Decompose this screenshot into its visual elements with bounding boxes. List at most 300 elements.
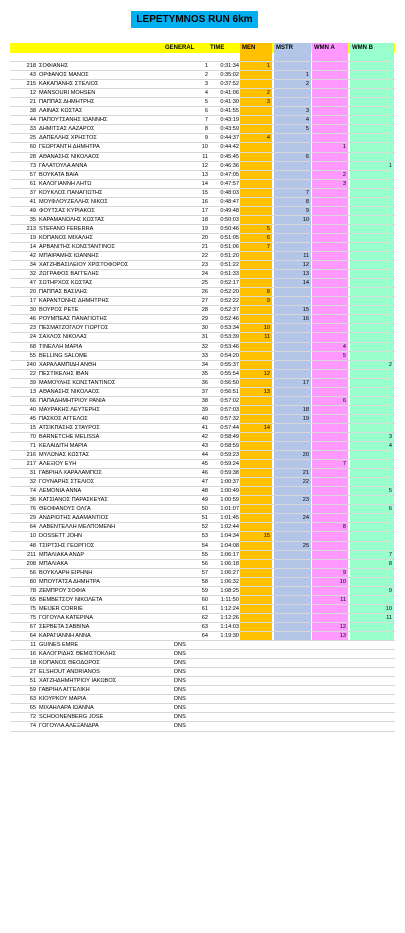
finishers-list [10,62,395,641]
finish-time: 1:06:27 [220,569,239,576]
finish-time: 0:55:37 [220,361,239,368]
mstr-rank: 2 [274,80,311,88]
runner-name: ΣΩΤΗΡΧΟΣ ΚΩΣΤΑΣ [39,280,93,287]
dns-list [10,641,395,731]
wmn-b-rank [350,207,394,215]
men-rank [240,343,272,351]
table-row [10,261,395,270]
wmn-b-rank [350,569,394,577]
runner-name: ΠΑΠΠΑΣ ΔΗΜΗΤΡΗΣ [39,99,95,106]
table-row [10,523,395,532]
wmn-b-rank [350,243,394,251]
bib-number: 32 [29,271,36,278]
runner-name: ΛΕΜΟΝΙΑ ΑΝΝΑ [39,488,82,495]
header-wmn-b: WMN B [350,43,394,53]
finish-time: 1:01:45 [220,515,239,522]
wmn-b-rank: 3 [350,433,394,441]
general-rank: 34 [201,361,208,368]
men-rank [240,306,272,314]
bib-number: 72 [29,714,36,721]
finish-time: 0:44:37 [220,135,239,142]
finish-time: 0:59:24 [220,461,239,468]
bib-number: 64 [29,524,36,531]
runner-name: MEIJER CORRIE [39,605,83,612]
finish-time: 0:54:20 [220,352,239,359]
wmn-a-rank: 6 [312,397,348,405]
dns-row [10,668,395,677]
general-rank: 44 [201,452,208,459]
mstr-rank [274,532,311,540]
wmn-b-rank: 8 [350,560,394,568]
men-rank [240,116,272,124]
mstr-rank: 23 [274,496,311,504]
mstr-rank [274,243,311,251]
runner-name: ΚΕΛΑΙΔΙΤΗ ΜΑΡΙΑ [39,443,88,450]
men-rank [240,143,272,151]
general-rank: 1 [204,63,208,70]
table-row [10,569,395,578]
wmn-a-rank [312,415,348,423]
wmn-b-rank [350,234,394,242]
table-row [10,89,395,98]
table-row [10,605,395,614]
mstr-rank [274,162,311,170]
table-row [10,343,395,352]
wmn-b-rank [350,315,394,323]
general-rank: 4 [204,90,208,97]
wmn-a-rank [312,379,348,387]
wmn-a-rank: 13 [312,632,348,640]
general-rank: 58 [201,578,208,585]
mstr-rank [274,433,311,441]
general-rank: 33 [201,352,208,359]
men-rank: 10 [240,324,272,332]
mstr-rank [274,62,311,70]
general-rank: 12 [201,162,208,169]
table-row [10,189,395,198]
runner-name: ΓΟΓΟΥΛΑ ΚΑΤΕΡΙΝΑ [39,614,93,621]
bib-number: 57 [29,171,36,178]
wmn-b-rank [350,478,394,486]
general-rank: 39 [201,406,208,413]
wmn-b-rank [350,596,394,604]
finish-time: 0:44:42 [220,144,239,151]
wmn-b-rank [350,343,394,351]
wmn-b-rank [350,143,394,151]
wmn-a-rank [312,134,348,142]
men-rank [240,551,272,559]
table-row [10,116,395,125]
dns-row [10,695,395,704]
men-rank [240,261,272,269]
dns-status: DNS [174,696,186,703]
wmn-b-rank [350,451,394,459]
runner-name: ΚΑΚΑΠΑΝΗΣ ΣΤΕΛΙΟΣ [39,81,99,88]
table-row [10,442,395,451]
wmn-b-rank [350,542,394,550]
wmn-b-rank [350,198,394,206]
runner-name: ΛΑΒΕΝΤΕΛΛΗ ΜΕΛΠΟΜΕΝΗ [39,524,116,531]
runner-name: ΠΑΣΚΟΣ ΑΓΓΕΛΟΣ [39,415,88,422]
wmn-b-rank [350,189,394,197]
mstr-rank [274,143,311,151]
finish-time: 0:52:22 [220,298,239,305]
wmn-b-rank [350,496,394,504]
table-row [10,587,395,596]
table-row [10,180,395,189]
runner-name: ΖΩΓΡΑΦΟΣ ΒΑΓΓΕΛΗΣ [39,271,99,278]
men-rank [240,623,272,631]
men-rank: 8 [240,288,272,296]
mstr-rank [274,632,311,640]
mstr-rank [274,225,311,233]
table-row [10,252,395,261]
general-rank: 18 [201,216,208,223]
spacer-row [10,53,395,62]
wmn-b-rank: 5 [350,487,394,495]
general-rank: 23 [201,262,208,269]
wmn-a-rank [312,315,348,323]
header-wmn-a: WMN A [312,43,348,53]
general-rank: 25 [201,280,208,287]
finish-time: 0:52:20 [220,289,239,296]
bib-number: 42 [29,253,36,260]
bib-number: 59 [29,687,36,694]
men-rank [240,451,272,459]
bib-number: 35 [29,216,36,223]
mstr-rank [274,297,311,305]
men-rank [240,505,272,513]
bib-number: 76 [29,506,36,513]
general-rank: 59 [201,587,208,594]
runner-name: ΚΙΟΥΡΚΟΥ ΜΑΡΙΑ [39,696,87,703]
men-rank [240,542,272,550]
finish-time: 0:48:03 [220,189,239,196]
finish-time: 0:58:59 [220,443,239,450]
mstr-rank: 7 [274,189,311,197]
men-rank [240,523,272,531]
wmn-a-rank [312,469,348,477]
runner-name: ΜΟΥΦΛΟΥΖΕΛΛΗΣ ΝΙΚΟΣ [39,198,108,205]
bib-number: 61 [29,180,36,187]
finish-time: 1:06:18 [220,560,239,567]
men-rank [240,560,272,568]
runner-name: ΟΡΦΑΝΟΣ ΜΑΝΟΣ [39,72,89,79]
wmn-a-rank [312,116,348,124]
bib-number: 80 [29,578,36,585]
general-rank: 21 [201,243,208,250]
runner-name: ΠΑΠΑΔΗΜΗΤΡΙΟΥ ΡΑΝΙΑ [39,397,106,404]
mstr-rank [274,361,311,369]
mstr-rank: 3 [274,107,311,115]
table-row [10,153,395,162]
table-row [10,171,395,180]
bib-number: 65 [29,596,36,603]
bib-number: 63 [29,696,36,703]
men-rank [240,569,272,577]
runner-name: ΜΠΑΛΙΑΚΑ [39,560,68,567]
finish-time: 0:56:51 [220,388,239,395]
general-rank: 61 [201,605,208,612]
runner-name: ΔΗΜΙΤΣΑΣ ΛΑΖΑΡΟΣ [39,126,95,133]
finish-time: 0:57:02 [220,397,239,404]
runner-name: ΣΟΦΙΑΝΗΣ [39,63,69,70]
men-rank [240,415,272,423]
bib-number: 75 [29,614,36,621]
general-rank: 54 [201,542,208,549]
table-row [10,216,395,225]
finish-time: 1:01:07 [220,506,239,513]
finish-time: 1:06:32 [220,578,239,585]
wmn-a-rank [312,89,348,97]
wmn-a-rank [312,153,348,161]
mstr-rank: 5 [274,125,311,133]
men-rank [240,216,272,224]
finish-time: 1:00:49 [220,488,239,495]
runner-name: MANSOURI MOHSEN [39,90,96,97]
wmn-b-rank [350,153,394,161]
wmn-b-rank [350,379,394,387]
general-rank: 43 [201,443,208,450]
wmn-b-rank [350,270,394,278]
general-rank: 45 [201,461,208,468]
finish-time: 1:12:26 [220,614,239,621]
table-row [10,143,395,152]
wmn-a-rank [312,107,348,115]
bib-number: 67 [29,623,36,630]
general-rank: 24 [201,271,208,278]
wmn-a-rank: 1 [312,143,348,151]
general-rank: 63 [201,623,208,630]
bib-number: 208 [26,560,36,567]
table-row [10,478,395,487]
men-rank: 5 [240,225,272,233]
wmn-a-rank [312,225,348,233]
wmn-a-rank: 5 [312,352,348,360]
runner-name: ΒΟΥΚΛΑΡΗ ΕΙΡΗΝΗ [39,569,93,576]
mstr-rank: 13 [274,270,311,278]
bib-number: 64 [29,633,36,639]
men-rank: 15 [240,532,272,540]
mstr-rank [274,397,311,405]
wmn-a-rank: 3 [312,180,348,188]
runner-name: ΑΛΕΞΙΟΥ ΕΥΗ [39,461,77,468]
runner-name: ΒΟΥΡΟΣ ΡΕΤΕ [39,307,79,314]
bib-number: 10 [29,533,36,540]
wmn-b-rank: 10 [350,605,394,613]
men-rank: 14 [240,424,272,432]
header-general: GENERAL [165,45,195,51]
table-row [10,270,395,279]
mstr-rank [274,596,311,604]
table-row [10,469,395,478]
table-row [10,162,395,171]
finish-time: 0:53:39 [220,334,239,341]
wmn-b-rank [350,333,394,341]
bib-number: 66 [29,397,36,404]
dns-row [10,650,395,659]
wmn-b-rank [350,514,394,522]
mstr-rank [274,333,311,341]
wmn-a-rank [312,324,348,332]
mstr-rank [274,442,311,450]
table-row [10,288,395,297]
finish-time: 0:45:45 [220,153,239,160]
men-rank [240,605,272,613]
men-rank: 7 [240,243,272,251]
mstr-rank [274,370,311,378]
finish-time: 1:04:08 [220,542,239,549]
wmn-a-rank [312,306,348,314]
wmn-b-rank [350,297,394,305]
wmn-a-rank [312,406,348,414]
wmn-b-rank [350,388,394,396]
mstr-rank: 15 [274,306,311,314]
general-rank: 30 [201,325,208,332]
table-row [10,315,395,324]
bib-number: 38 [29,108,36,115]
wmn-b-rank [350,424,394,432]
wmn-b-rank: 1 [350,162,394,170]
wmn-b-rank [350,632,394,640]
dns-status: DNS [174,723,186,730]
wmn-b-rank [350,71,394,79]
runner-name: ΑΤΣΙΚΠΑΣΗΣ ΣΤΑΥΡΟΣ [39,424,100,431]
bib-number: 41 [29,198,36,205]
men-rank [240,496,272,504]
wmn-a-rank [312,487,348,495]
table-row [10,98,395,107]
wmn-a-rank [312,207,348,215]
table-row [10,632,395,641]
mstr-rank: 1 [274,71,311,79]
runner-name: ΤΣΙΡΤΣΗΣ ΓΕΩΡΓΙΟΣ [39,542,95,549]
finish-time: 0:50:46 [220,225,239,232]
general-rank: 7 [204,117,208,124]
general-rank: 16 [201,198,208,205]
wmn-b-rank [350,578,394,586]
wmn-b-rank [350,171,394,179]
general-rank: 47 [201,479,208,486]
runner-name: ΧΑΤΖΗΒΑΣΙΛΕΙΟΥ ΧΡΙΣΤΟΦΟΡΟΣ [39,262,129,269]
runner-name: ΤΙΝΕΛΛΗ ΜΑΡΙΑ [39,343,83,350]
dns-row [10,722,395,731]
runner-name: STEFANO FERERRA [39,225,94,232]
table-row [10,424,395,433]
finish-time: 0:51:06 [220,243,239,250]
dns-row [10,704,395,713]
runner-name: ΒΟΥΚΑΤΑ ΒΑΙΑ [39,171,79,178]
general-rank: 41 [201,424,208,431]
finish-time: 0:49:48 [220,207,239,214]
mstr-rank [274,89,311,97]
bib-number: 48 [29,542,36,549]
runner-name: ΠΑΠΠΑΣ ΒΑΣΙΛΗΣ [39,289,88,296]
dns-status: DNS [174,660,186,667]
finish-time: 0:59:38 [220,470,239,477]
runner-name: ΜΠΟΥΓΑΤΣΑ ΔΗΜΗΤΡΑ [39,578,100,585]
wmn-a-rank [312,542,348,550]
runner-name: ΦΟΥΤΣΑΣ ΚΥΡΙΑΚΟΣ [39,207,95,214]
men-rank [240,361,272,369]
mstr-rank [274,560,311,568]
finish-time: 0:56:50 [220,379,239,386]
bib-number: 12 [29,90,36,97]
men-rank [240,406,272,414]
header-men: MEN [240,43,272,53]
men-rank [240,125,272,133]
runner-name: ΠΕΣΤΙΚΕΛΗΣ ΙΒΑΝ [39,370,89,377]
runner-name: ΚΟΥΚΛΟΣ ΠΑΝΑΓΙΩΤΗΣ [39,189,103,196]
mstr-rank: 18 [274,406,311,414]
table-row [10,324,395,333]
finish-time: 0:37:52 [220,81,239,88]
bib-number: 14 [29,243,36,250]
bib-number: 21 [29,99,36,106]
dns-status: DNS [174,678,186,685]
men-rank [240,252,272,260]
general-rank: 62 [201,614,208,621]
bib-number: 19 [29,234,36,241]
table-row [10,532,395,541]
table-row [10,125,395,134]
wmn-b-rank [350,80,394,88]
finish-time: 0:57:44 [220,424,239,431]
general-rank: 5 [204,99,208,106]
wmn-a-rank [312,433,348,441]
wmn-b-rank [350,98,394,106]
runner-name: ΠΑΠΟΥΤΣΑΝΗΣ ΙΩΑΝΝΗΣ [39,117,108,124]
finish-time: 1:02:44 [220,524,239,531]
bib-number: 71 [29,443,36,450]
men-rank [240,514,272,522]
men-rank: 13 [240,388,272,396]
mstr-rank [274,343,311,351]
men-rank: 4 [240,134,272,142]
general-rank: 32 [201,343,208,350]
runner-name: ΑΝΔΡΙΩΤΗΣ ΑΔΑΜΑΝΤΙΟΣ [39,515,109,522]
dns-status: DNS [174,687,186,694]
mstr-rank: 16 [274,315,311,323]
bib-number: 11 [30,642,36,649]
men-rank [240,442,272,450]
finish-time: 0:48:47 [220,198,239,205]
bib-number: 65 [29,705,36,712]
finish-time: 0:55:54 [220,370,239,377]
wmn-b-rank [350,134,394,142]
mstr-rank [274,569,311,577]
general-rank: 6 [204,108,208,115]
general-rank: 29 [201,316,208,323]
mstr-rank [274,324,311,332]
finish-time: 0:51:22 [220,262,239,269]
general-rank: 26 [201,289,208,296]
table-row [10,542,395,551]
mstr-rank: 14 [274,279,311,287]
bib-number: 56 [29,569,36,576]
runner-name: ΒΕΜΒΕΤΣΟΥ ΝΙΚΟΛΕΤΑ [39,596,103,603]
runner-name: ΚΟΠΑΝΟΣ ΜΙΧΑΛΗΣ [39,234,93,241]
runner-name: ΚΑΤΣΙΑΝΟΣ ΠΑΡΑΣΚΕΥΑΣ [39,497,108,504]
wmn-b-rank: 9 [350,587,394,595]
men-rank [240,487,272,495]
runner-name: ΑΘΑΝΑΣΗΣ ΝΙΚΟΛΑΟΣ [39,153,100,160]
dns-row [10,713,395,722]
runner-name: ΜΑΥΡΑΚΗΣ ΛΕΥΤΕΡΗΣ [39,406,100,413]
table-row [10,370,395,379]
bib-number: 74 [29,488,36,495]
wmn-a-rank [312,162,348,170]
